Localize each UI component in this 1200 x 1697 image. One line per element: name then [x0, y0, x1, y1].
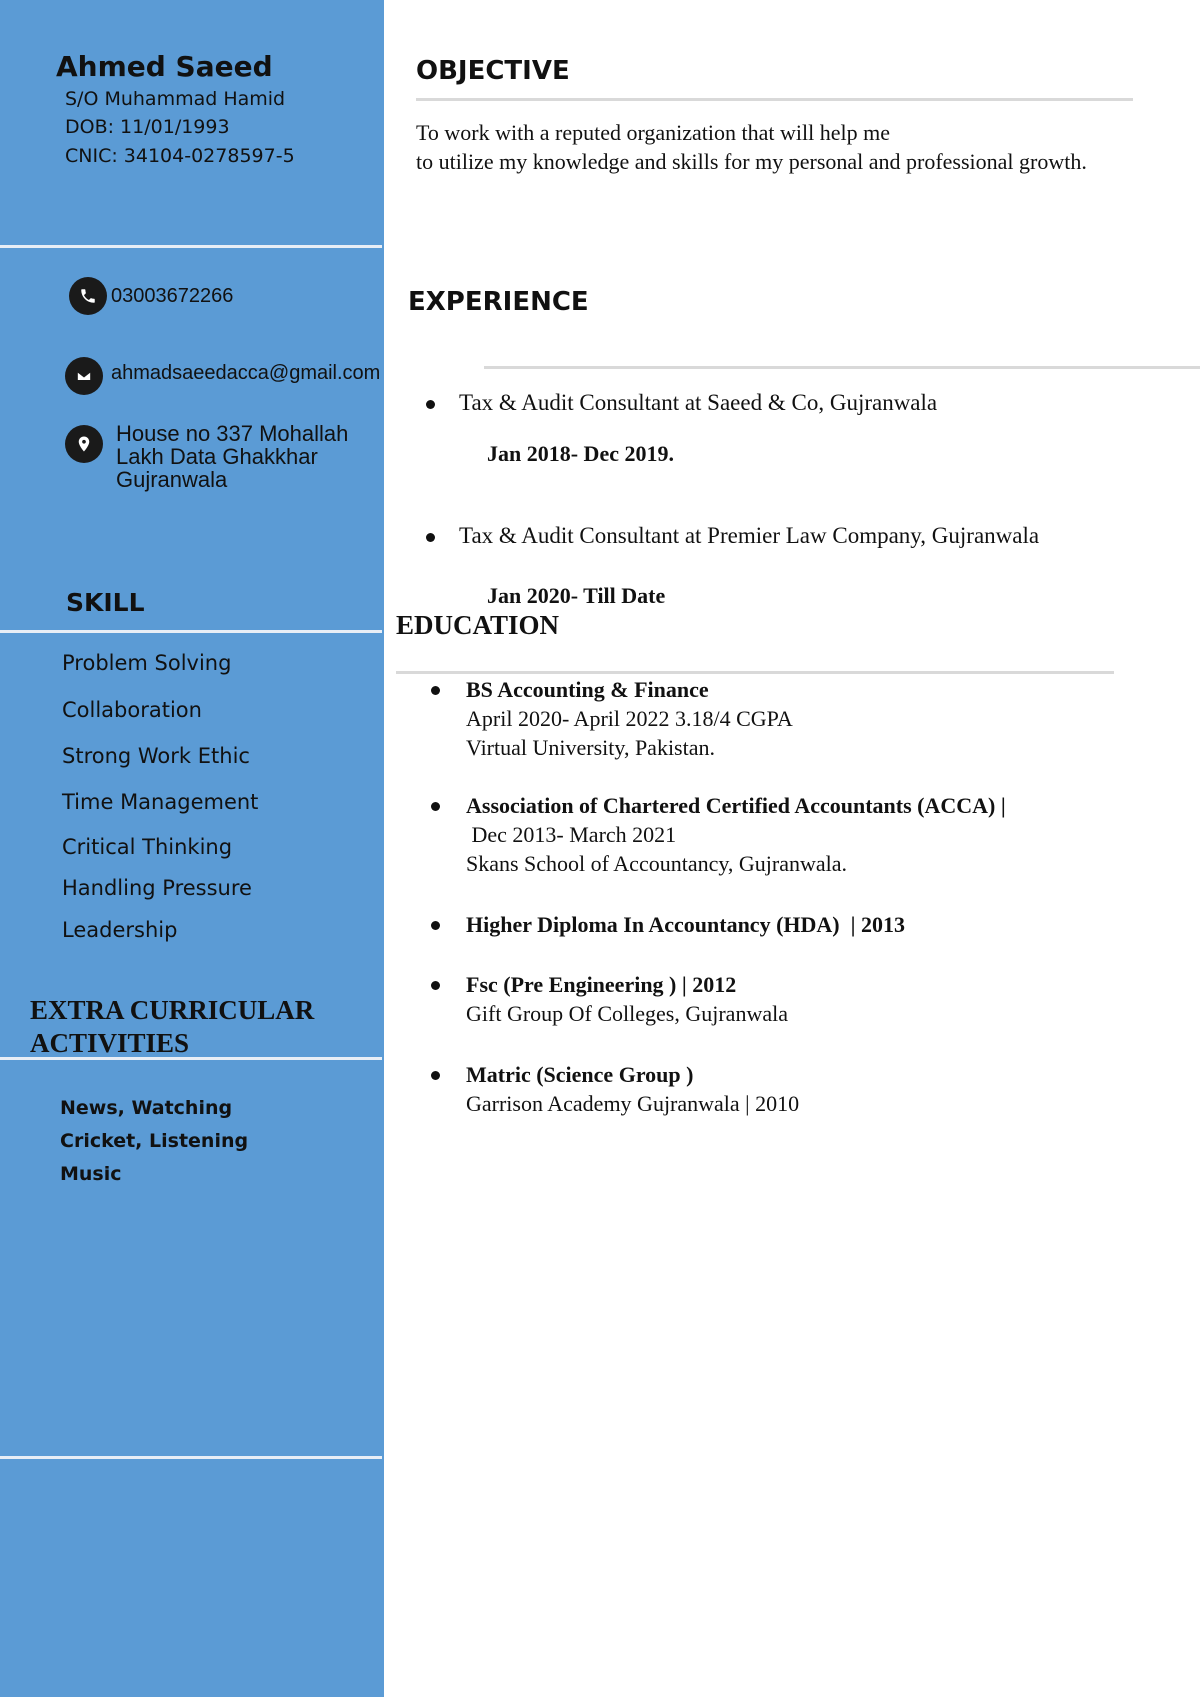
heading-line: ACTIVITIES: [30, 1028, 190, 1058]
email-icon: [65, 357, 103, 395]
bullet: [431, 802, 440, 811]
skill-item: Collaboration: [62, 698, 202, 722]
bullet: [431, 981, 440, 990]
education-item: [466, 675, 793, 762]
heading-line: EXTRA CURRICULAR: [30, 995, 315, 1025]
skill-heading: SKILL: [66, 588, 145, 617]
activity-item: Music: [60, 1163, 122, 1185]
bullet: [426, 400, 435, 409]
education-item: [466, 791, 1006, 878]
skill-item: Leadership: [62, 918, 178, 942]
section-rule: [416, 98, 1133, 101]
education-item: [466, 910, 905, 939]
phone-number: 03003672266: [111, 285, 234, 307]
education-detail: Dec 2013- March 2021: [466, 822, 677, 847]
skill-item: Time Management: [62, 790, 259, 814]
experience-title: Tax & Audit Consultant at Premier Law Company, Gujranwala: [459, 523, 1040, 548]
phone-icon: [69, 277, 107, 315]
skill-item: Critical Thinking: [62, 835, 233, 859]
candidate-name: Ahmed Saeed: [56, 50, 273, 83]
skill-item: Handling Pressure: [62, 876, 252, 900]
sidebar-divider: [0, 630, 382, 633]
objective-line: to utilize my knowledge and skills for my personal and professional growth.: [416, 149, 1087, 174]
email-address: ahmadsaeedacca@gmail.com: [111, 362, 381, 384]
cnic-number: CNIC: 34104-0278597-5: [65, 145, 295, 167]
education-title: Higher Diploma In Accountancy (HDA) | 2013: [466, 912, 905, 937]
education-item: [466, 970, 788, 1028]
address-line: Gujranwala: [116, 467, 228, 492]
sidebar-divider: [0, 245, 382, 248]
experience-date: Jan 2020- Till Date: [487, 583, 666, 608]
extra-curricular-heading: [30, 994, 360, 1060]
bullet: [426, 533, 435, 542]
education-heading: EDUCATION: [396, 610, 560, 640]
section-rule: [396, 671, 1114, 674]
bullet: [431, 686, 440, 695]
activity-item: Cricket, Listening: [60, 1130, 249, 1152]
location-icon: [65, 425, 103, 463]
objective-text: [416, 118, 1087, 176]
address-line: House no 337 Mohallah: [116, 421, 349, 446]
education-item: [466, 1060, 799, 1118]
experience-heading: EXPERIENCE: [408, 287, 589, 317]
activity-item: News, Watching: [60, 1097, 233, 1119]
skill-item: Problem Solving: [62, 651, 232, 675]
education-detail: Virtual University, Pakistan.: [466, 735, 715, 760]
bullet: [431, 1071, 440, 1080]
date-of-birth: DOB: 11/01/1993: [65, 116, 230, 138]
extra-curricular-list: [60, 1092, 300, 1191]
objective-line: To work with a reputed organization that will help me: [416, 120, 890, 145]
father-name: S/O Muhammad Hamid: [65, 88, 286, 110]
sidebar-divider: [0, 1456, 382, 1459]
skill-item: Strong Work Ethic: [62, 744, 250, 768]
education-title: Matric (Science Group ): [466, 1062, 694, 1087]
education-title: Fsc (Pre Engineering ) | 2012: [466, 972, 737, 997]
education-title: BS Accounting & Finance: [466, 677, 709, 702]
experience-date: Jan 2018- Dec 2019.: [487, 441, 674, 466]
objective-heading: OBJECTIVE: [416, 56, 570, 86]
education-detail: Gift Group Of Colleges, Gujranwala: [466, 1001, 788, 1026]
postal-address: [116, 422, 376, 491]
education-detail: April 2020- April 2022 3.18/4 CGPA: [466, 706, 793, 731]
address-line: Lakh Data Ghakkhar: [116, 444, 318, 469]
education-detail: Skans School of Accountancy, Gujranwala.: [466, 851, 848, 876]
education-title: Association of Chartered Certified Accountants (ACCA) |: [466, 793, 1006, 818]
experience-title: Tax & Audit Consultant at Saeed & Co, Gujranwala: [459, 390, 938, 415]
education-detail: Garrison Academy Gujranwala | 2010: [466, 1091, 800, 1116]
bullet: [431, 921, 440, 930]
section-rule: [484, 366, 1200, 369]
